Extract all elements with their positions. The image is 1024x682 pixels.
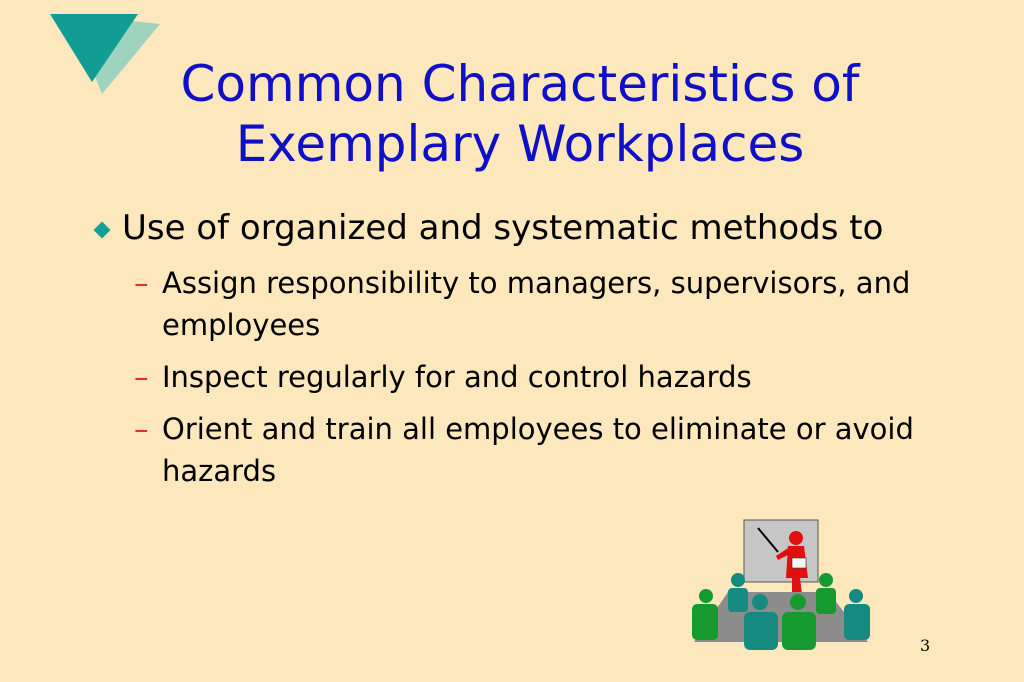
- slide-title: [90, 54, 950, 174]
- sub-bullet-text: Inspect regularly for and control hazards: [162, 360, 752, 394]
- page-number: 3: [920, 636, 931, 655]
- dash-bullet-icon: –: [134, 266, 149, 300]
- title-line-1: Common Characteristics of: [180, 55, 860, 113]
- diamond-bullet-icon: [94, 222, 111, 239]
- title-line-2: Exemplary Workplaces: [235, 115, 805, 173]
- sub-bullet-text: Assign responsibility to managers, supervisors, and employees: [162, 266, 911, 342]
- sub-bullet-list: [88, 262, 948, 492]
- dash-bullet-icon: –: [134, 412, 149, 446]
- bullet-item: [88, 206, 948, 250]
- sub-bullet-item: [132, 262, 948, 346]
- dash-bullet-icon: –: [134, 360, 149, 394]
- sub-bullet-item: [132, 356, 948, 398]
- sub-bullet-text: Orient and train all employees to eliminate or avoid hazards: [162, 412, 914, 488]
- bullet-text: Use of organized and systematic methods to: [122, 208, 884, 248]
- slide-content: [88, 206, 948, 502]
- presenter-audience-icon: [688, 518, 874, 652]
- sub-bullet-item: [132, 408, 948, 492]
